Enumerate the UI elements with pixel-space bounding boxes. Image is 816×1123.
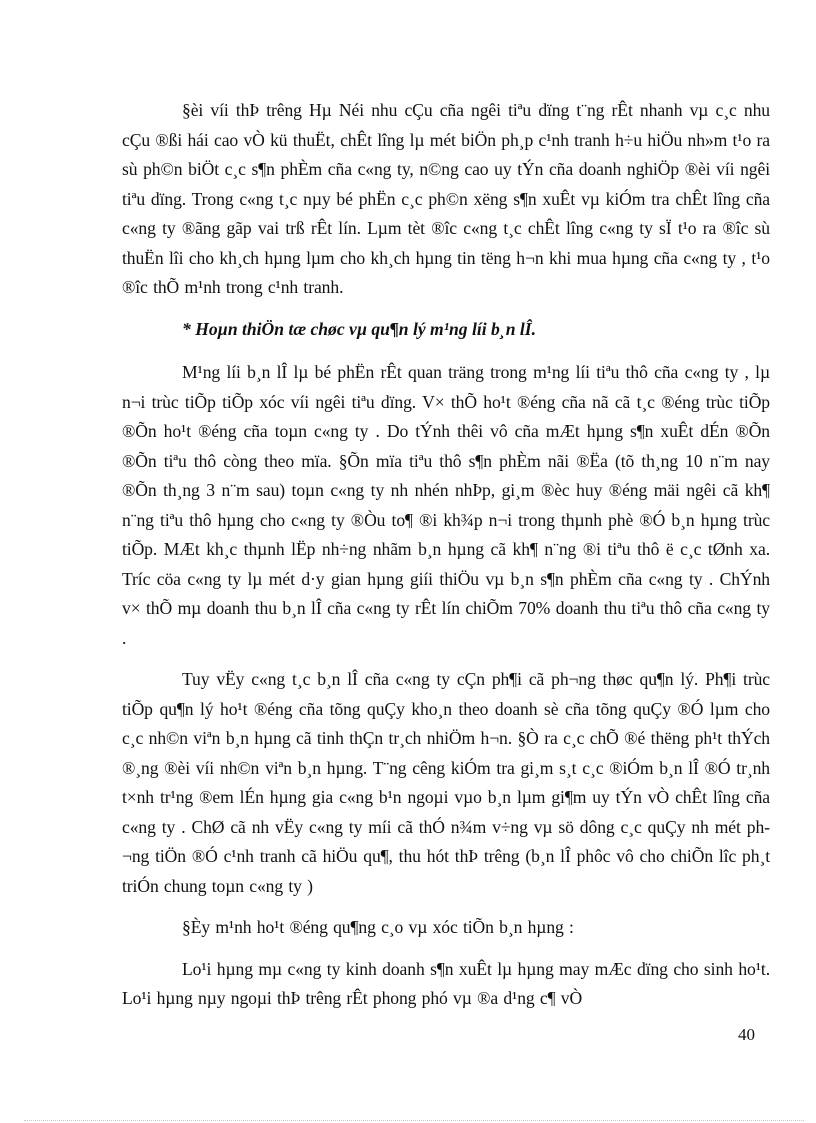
paragraph-advertising-heading: §Èy m¹nh ho¹t ®éng qu¶ng c¸o vµ xóc tiÕn b¸n hµng : [182,917,574,937]
document-page [122,96,770,1026]
paragraph-retail-network: M¹ng líi b¸n lÎ lµ bé phËn rÊt quan träng trong m¹ng líi tiªu thô cña c«ng ty , lµ n¬i trùc tiÕp tiÕp xóc víi ngêi tiªu dïng. V× thÕ ho¹t ®éng cña nã cã t¸c ®éng trùc tiÕp ®Õn ho¹t ®éng cña toµn c«ng ty . Do tÝnh thêi vô cña mÆt hµng s¶n xuÊt dÉn ®Õn ®Õn tiªu thô còng theo mïa. §Õn mïa tiªu thô s¶n phÈm nãi ®Ëa (tõ th¸ng 10 n¨m nay ®Õn th¸ng 3 n¨m sau) toµn c«ng ty nh nhén nhÞp, gi¸m ®èc huy ®éng mäi ngêi cã kh¶ n¨ng tiªu thô hµng cho c«ng ty ®Òu to¶ ®i kh¾p n¬i trong thµnh phè ®Ó b¸n hµng trùc tiÕp. MÆt kh¸c thµnh lËp nh÷ng nhãm b¸n hµng cã kh¶ n¨ng ®i tiªu thô ë c¸c tØnh xa. Tríc cöa c«ng ty lµ mét d·y gian hµng giíi thiÖu vµ b¸n s¶n phÈm cña c«ng ty . ChÝnh v× thÕ mµ doanh thu b¸n lÎ cña c«ng ty rÊt lín chiÕm 70% doanh thu tiªu thô cña c«ng ty . [122,362,770,648]
footer-divider [24,1120,804,1121]
section-heading-retail-network: * Hoµn thiÖn tæ chøc vµ qu¶n lý m¹ng líi b¸n lÎ. [182,318,537,339]
paragraph-market-quality: §èi víi thÞ trêng Hµ Néi nhu cÇu cña ngêi tiªu dïng t¨ng rÊt nhanh vµ c¸c nhu cÇu ®ßi hái cao vÒ kü thuËt, chÊt lîng lµ mét biÖn ph¸p c¹nh tranh h÷u hiÖu nh»m t¹o ra sù ph©n biÖt c¸c s¶n phÈm cña c«ng ty, n©ng cao uy tÝn cña doanh nghiÖp ®èi víi ngêi tiªu dïng. Trong c«ng t¸c nµy bé phËn c¸c ph©n xëng s¶n xuÊt vµ kiÓm tra chÊt lîng cña c«ng ty ®ãng gãp vai trß rÊt lín. Lµm tèt ®îc c«ng t¸c chÊt lîng c«ng ty sÏ t¹o ra ®îc sù thuËn lîi cho kh¸ch hµng lµm cho kh¸ch hµng tin tëng h¬n khi mua hµng cña c«ng ty , t¹o ®îc thÕ m¹nh trong c¹nh tranh. [122,100,770,297]
page-number: 40 [738,1025,755,1044]
paragraph-retail-management: Tuy vËy c«ng t¸c b¸n lÎ cña c«ng ty cÇn ph¶i cã ph¬ng thøc qu¶n lý. Ph¶i trùc tiÕp qu¶n lý ho¹t ®éng cña tõng quÇy kho¸n theo doanh sè cña tõng quÇy ®Ó lµm cho c¸c nh©n viªn b¸n hµng cã tinh thÇn tr¸ch nhiÖm h¬n. §Ò ra c¸c chÕ ®é thëng ph¹t thÝch ®¸ng ®èi víi nh©n viªn b¸n hµng. T¨ng cêng kiÓm tra gi¸m s¸t c¸c ®iÓm b¸n lÎ ®Ó tr¸nh t×nh tr¹ng ®em lÉn hµng gia c«ng b¹n ngoµi vµo b¸n lµm gi¶m uy tÝn vÒ chÊt lîng cña c«ng ty . ChØ cã nh vËy c«ng ty míi cã thÓ n¾m v÷ng vµ sö dông c¸c quÇy nh mét ph¬ng tiÖn ®Ó c¹nh tranh cã hiÖu qu¶, thu hót thÞ trêng (b¸n lÎ phôc vô cho chiÕn lîc ph¸t triÓn chung toµn c«ng ty ) [122,669,770,896]
paragraph-product-type: Lo¹i hµng mµ c«ng ty kinh doanh s¶n xuÊt lµ hµng may mÆc dïng cho sinh ho¹t. Lo¹i hµng nµy ngoµi thÞ trêng rÊt phong phó vµ ®a d¹ng c¶ vÒ [122,958,770,1008]
